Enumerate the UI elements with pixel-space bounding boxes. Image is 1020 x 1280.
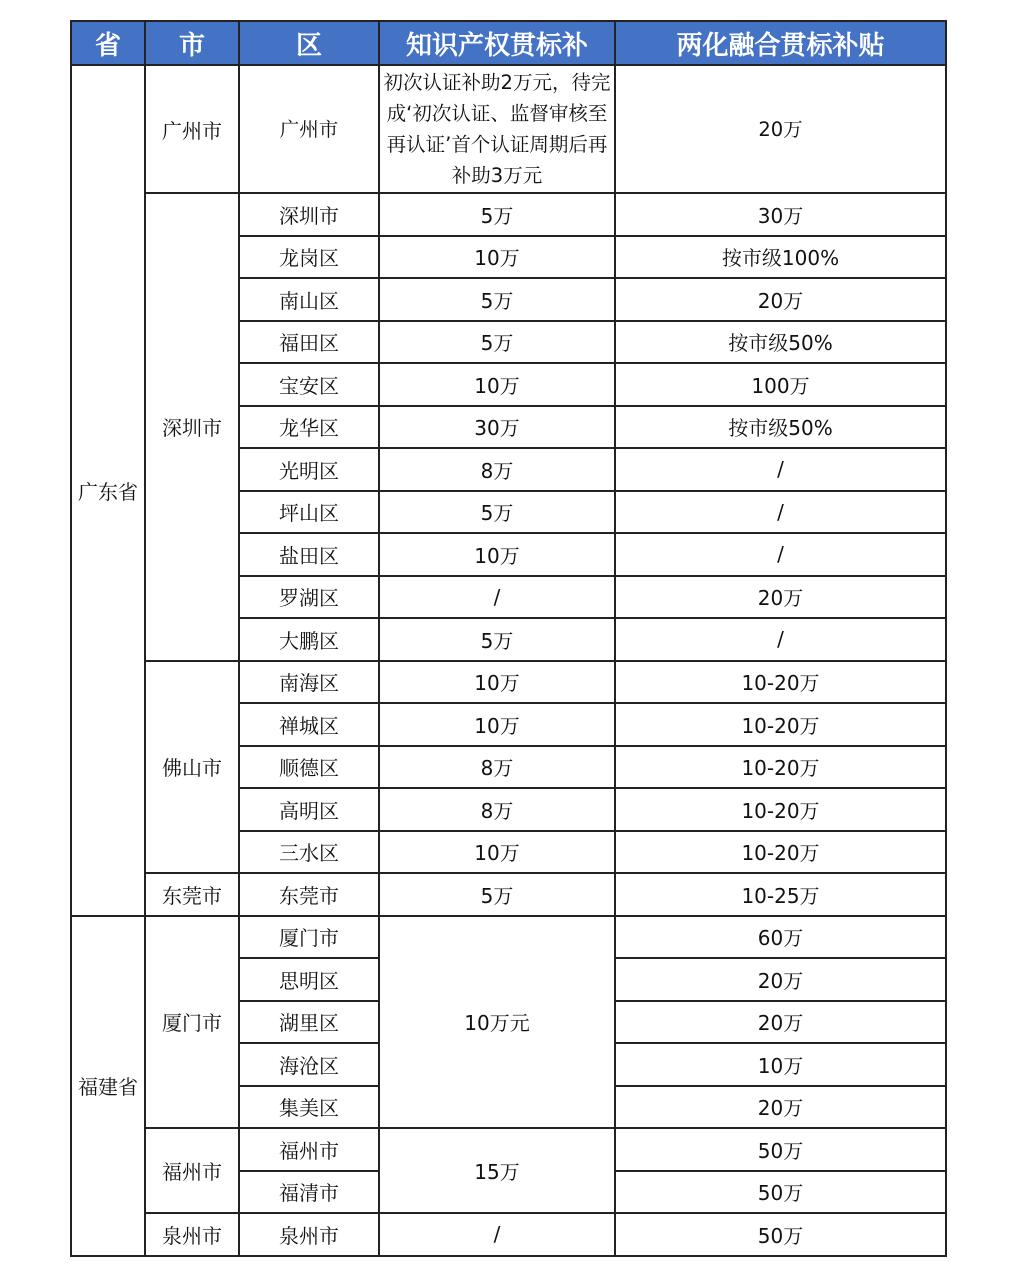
ip-subsidy-cell: 5万	[379, 873, 615, 916]
two-integration-cell: 10-20万	[615, 703, 946, 746]
district-cell: 深圳市	[239, 193, 379, 236]
district-cell: 海沧区	[239, 1043, 379, 1086]
district-cell: 顺德区	[239, 746, 379, 789]
ip-subsidy-cell: 8万	[379, 788, 615, 831]
city-cell: 佛山市	[145, 661, 239, 874]
district-cell: 福州市	[239, 1128, 379, 1171]
district-cell: 光明区	[239, 448, 379, 491]
two-integration-cell: 20万	[615, 958, 946, 1001]
district-cell: 大鹏区	[239, 618, 379, 661]
header-ip-subsidy: 知识产权贯标补	[379, 21, 615, 65]
ip-subsidy-cell: 30万	[379, 406, 615, 449]
city-cell: 厦门市	[145, 916, 239, 1129]
table-row	[71, 1213, 946, 1256]
district-cell: 宝安区	[239, 363, 379, 406]
district-cell: 南海区	[239, 661, 379, 704]
district-cell: 泉州市	[239, 1213, 379, 1256]
two-integration-cell: 10-25万	[615, 873, 946, 916]
table-row	[71, 1128, 946, 1171]
ip-subsidy-cell: 10万元	[379, 916, 615, 1129]
ip-subsidy-cell: 8万	[379, 448, 615, 491]
two-integration-cell: 100万	[615, 363, 946, 406]
two-integration-cell: 10万	[615, 1043, 946, 1086]
district-cell: 福田区	[239, 321, 379, 364]
table-row	[71, 916, 946, 959]
district-cell: 禅城区	[239, 703, 379, 746]
city-cell: 深圳市	[145, 193, 239, 661]
two-integration-cell: 10-20万	[615, 788, 946, 831]
two-integration-cell: 20万	[615, 576, 946, 619]
two-integration-cell: 10-20万	[615, 831, 946, 874]
ip-subsidy-cell: 5万	[379, 491, 615, 534]
city-cell: 福州市	[145, 1128, 239, 1213]
ip-subsidy-cell: 8万	[379, 746, 615, 789]
table-row	[71, 65, 946, 193]
ip-subsidy-cell: 10万	[379, 703, 615, 746]
two-integration-cell: 50万	[615, 1128, 946, 1171]
two-integration-cell: 50万	[615, 1213, 946, 1256]
ip-subsidy-cell: 5万	[379, 321, 615, 364]
two-integration-cell: 20万	[615, 278, 946, 321]
city-cell: 泉州市	[145, 1213, 239, 1256]
subsidy-table	[70, 20, 947, 1257]
table-row	[71, 661, 946, 704]
district-cell: 思明区	[239, 958, 379, 1001]
ip-subsidy-cell: /	[379, 576, 615, 619]
table-row	[71, 193, 946, 236]
district-cell: 福清市	[239, 1171, 379, 1214]
header-province: 省	[71, 21, 145, 65]
ip-subsidy-cell: 10万	[379, 236, 615, 279]
two-integration-cell: 50万	[615, 1171, 946, 1214]
two-integration-cell: 10-20万	[615, 661, 946, 704]
header-city: 市	[145, 21, 239, 65]
district-cell: 龙华区	[239, 406, 379, 449]
city-cell: 东莞市	[145, 873, 239, 916]
ip-subsidy-cell: /	[379, 1213, 615, 1256]
district-cell: 广州市	[239, 65, 379, 193]
ip-subsidy-cell: 10万	[379, 533, 615, 576]
district-cell: 龙岗区	[239, 236, 379, 279]
ip-subsidy-cell: 10万	[379, 831, 615, 874]
two-integration-cell: 30万	[615, 193, 946, 236]
two-integration-cell: 20万	[615, 1001, 946, 1044]
two-integration-cell: 按市级50%	[615, 406, 946, 449]
two-integration-cell: /	[615, 618, 946, 661]
district-cell: 高明区	[239, 788, 379, 831]
ip-subsidy-cell: 15万	[379, 1128, 615, 1213]
ip-subsidy-cell: 10万	[379, 363, 615, 406]
two-integration-cell: 60万	[615, 916, 946, 959]
province-cell: 广东省	[71, 65, 145, 916]
ip-subsidy-cell: 5万	[379, 193, 615, 236]
two-integration-cell: 20万	[615, 1086, 946, 1129]
district-cell: 东莞市	[239, 873, 379, 916]
district-cell: 湖里区	[239, 1001, 379, 1044]
district-cell: 南山区	[239, 278, 379, 321]
header-district: 区	[239, 21, 379, 65]
district-cell: 坪山区	[239, 491, 379, 534]
two-integration-cell: 按市级50%	[615, 321, 946, 364]
province-cell: 福建省	[71, 916, 145, 1256]
two-integration-cell: 10-20万	[615, 746, 946, 789]
city-cell: 广州市	[145, 65, 239, 193]
ip-subsidy-cell: 5万	[379, 618, 615, 661]
district-cell: 三水区	[239, 831, 379, 874]
header-two-integration-subsidy: 两化融合贯标补贴	[615, 21, 946, 65]
two-integration-cell: 按市级100%	[615, 236, 946, 279]
district-cell: 厦门市	[239, 916, 379, 959]
district-cell: 集美区	[239, 1086, 379, 1129]
two-integration-cell: /	[615, 533, 946, 576]
header-row	[71, 21, 946, 65]
ip-subsidy-cell: 5万	[379, 278, 615, 321]
two-integration-cell: /	[615, 448, 946, 491]
district-cell: 罗湖区	[239, 576, 379, 619]
district-cell: 盐田区	[239, 533, 379, 576]
two-integration-cell: 20万	[615, 65, 946, 193]
ip-subsidy-cell: 10万	[379, 661, 615, 704]
table-row	[71, 873, 946, 916]
two-integration-cell: /	[615, 491, 946, 534]
ip-subsidy-cell: 初次认证补助2万元，待完成‘初次认证、监督审核至再认证’首个认证周期后再补助3万元	[379, 65, 615, 193]
